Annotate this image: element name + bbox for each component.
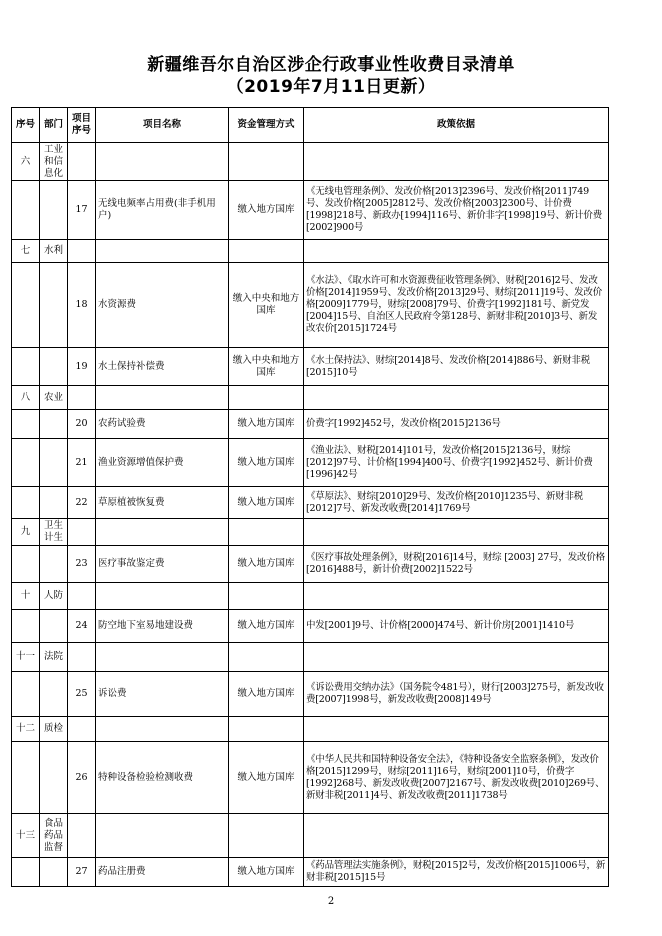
policy-basis: 《水土保持法》、财综[2014]8号、发改价格[2014]886号、新财非税[2015]10号 [304, 348, 609, 386]
fund-mgmt: 缴入中央和地方国库 [229, 348, 304, 386]
item-seq: 22 [68, 487, 96, 519]
table-row [12, 181, 609, 240]
item-seq: 20 [68, 410, 96, 439]
item-seq: 17 [68, 181, 96, 240]
policy-basis: 《草原法》、财综[2010]29号、发改价格[2010]1235号、新财非税[2012]7号、新发改收费[2014]1769号 [304, 487, 609, 519]
item-seq: 24 [68, 610, 96, 643]
item-name: 渔业资源增值保护费 [96, 439, 229, 487]
dept-name: 水利 [40, 240, 68, 263]
fund-mgmt: 缴入地方国库 [229, 672, 304, 717]
table-header-row [12, 108, 609, 143]
dept-name: 食品药品监督 [40, 814, 68, 858]
fund-mgmt: 缴入地方国库 [229, 487, 304, 519]
item-seq: 19 [68, 348, 96, 386]
fund-mgmt: 缴入地方国库 [229, 610, 304, 643]
item-name: 水资源费 [96, 263, 229, 348]
item-name: 无线电频率占用费(非手机用户) [96, 181, 229, 240]
item-seq: 21 [68, 439, 96, 487]
dept-seq: 十一 [12, 643, 40, 672]
item-name: 药品注册费 [96, 858, 229, 887]
dept-name: 质检 [40, 717, 68, 742]
dept-row [12, 643, 609, 672]
header-dept: 部门 [40, 108, 68, 143]
fund-mgmt: 缴入地方国库 [229, 439, 304, 487]
dept-row [12, 814, 609, 858]
item-seq: 27 [68, 858, 96, 887]
dept-row [12, 519, 609, 546]
dept-row [12, 240, 609, 263]
policy-basis: 《水法》、《取水许可和水资源费征收管理条例》、财税[2016]2号、发改价格[2014]1959号、发改价格[2013]29号、财综[2011]19号、发改价格[2009]1779号，财综[2008]79号、价费字[1992]181号、新党发[2004]15号、自治区人民政府令第128号、新财非税[2010]3号、新发改农价[2015]1724号 [304, 263, 609, 348]
fund-mgmt: 缴入地方国库 [229, 742, 304, 814]
table-row [12, 487, 609, 519]
table-row [12, 348, 609, 386]
document-title: 新疆维吾尔自治区涉企行政事业性收费目录清单 [147, 55, 515, 75]
dept-name: 法院 [40, 643, 68, 672]
item-seq: 18 [68, 263, 96, 348]
document-subtitle-date: （2019年7月11日更新） [226, 77, 436, 97]
fund-mgmt: 缴入地方国库 [229, 410, 304, 439]
policy-basis: 《医疗事故处理条例》，财税[2016]14号，财综 [2003] 27号，发改价格[2016]488号，新计价费[2002]1522号 [304, 546, 609, 583]
dept-name: 卫生计生 [40, 519, 68, 546]
policy-basis: 《无线电管理条例》、发改价格[2013]2396号、发改价格[2011]749号、发改价格[2005]2812号、发改价格[2003]2300号、计价费[1998]218号、新政办[1994]116号、新价非字[1998]19号、新计价费[2002]900号 [304, 181, 609, 240]
header-item-seq: 项目序号 [68, 108, 96, 143]
item-name: 农药试验费 [96, 410, 229, 439]
item-seq: 26 [68, 742, 96, 814]
dept-seq: 六 [12, 143, 40, 181]
fund-mgmt: 缴入地方国库 [229, 546, 304, 583]
dept-seq: 八 [12, 386, 40, 410]
policy-basis: 价费字[1992]452号，发改价格[2015]2136号 [304, 410, 609, 439]
dept-seq: 七 [12, 240, 40, 263]
dept-seq: 九 [12, 519, 40, 546]
dept-row [12, 717, 609, 742]
header-item-name: 项目名称 [96, 108, 229, 143]
dept-row [12, 143, 609, 181]
fund-mgmt: 缴入地方国库 [229, 858, 304, 887]
header-policy-basis: 政策依据 [304, 108, 609, 143]
table-row [12, 858, 609, 887]
dept-name: 工业和信息化 [40, 143, 68, 181]
dept-seq: 十三 [12, 814, 40, 858]
fund-mgmt: 缴入地方国库 [229, 181, 304, 240]
policy-basis: 《渔业法》、财税[2014]101号，发改价格[2015]2136号，财综[2012]97号、计价格[1994]400号、价费字[1992]452号、新计价费[1996]42号 [304, 439, 609, 487]
item-name: 草原植被恢复费 [96, 487, 229, 519]
policy-basis: 中发[2001]9号、计价格[2000]474号、新计价房[2001]1410号 [304, 610, 609, 643]
dept-row [12, 386, 609, 410]
table-row [12, 672, 609, 717]
item-name: 医疗事故鉴定费 [96, 546, 229, 583]
policy-basis: 《诉讼费用交纳办法》（国务院令481号），财行[2003]275号，新发改收费[2007]1998号，新发改收费[2008]149号 [304, 672, 609, 717]
fee-catalog-table [11, 107, 609, 887]
header-fund-mgmt: 资金管理方式 [229, 108, 304, 143]
dept-row [12, 583, 609, 610]
table-row [12, 410, 609, 439]
item-name: 防空地下室易地建设费 [96, 610, 229, 643]
dept-name: 人防 [40, 583, 68, 610]
item-seq: 23 [68, 546, 96, 583]
item-seq: 25 [68, 672, 96, 717]
fund-mgmt: 缴入中央和地方国库 [229, 263, 304, 348]
dept-seq: 十 [12, 583, 40, 610]
table-row [12, 263, 609, 348]
table-row [12, 742, 609, 814]
item-name: 水土保持补偿费 [96, 348, 229, 386]
table-row [12, 439, 609, 487]
header-seq: 序号 [12, 108, 40, 143]
page-number: 2 [327, 896, 335, 907]
policy-basis: 《药品管理法实施条例》，财税[2015]2号，发改价格[2015]1006号，新财非税[2015]15号 [304, 858, 609, 887]
policy-basis: 《中华人民共和国特种设备安全法》，《特种设备安全监察条例》，发改价格[2015]1299号，财综[2011]16号，财综[2001]10号，价费字[1992]268号、新发改收费[2007]2167号、新发改收费[2010]269号、新财非税[2011]4号、新发改收费[2011]1738号 [304, 742, 609, 814]
table-row [12, 610, 609, 643]
table-row [12, 546, 609, 583]
dept-name: 农业 [40, 386, 68, 410]
item-name: 诉讼费 [96, 672, 229, 717]
dept-seq: 十二 [12, 717, 40, 742]
item-name: 特种设备检验检测收费 [96, 742, 229, 814]
